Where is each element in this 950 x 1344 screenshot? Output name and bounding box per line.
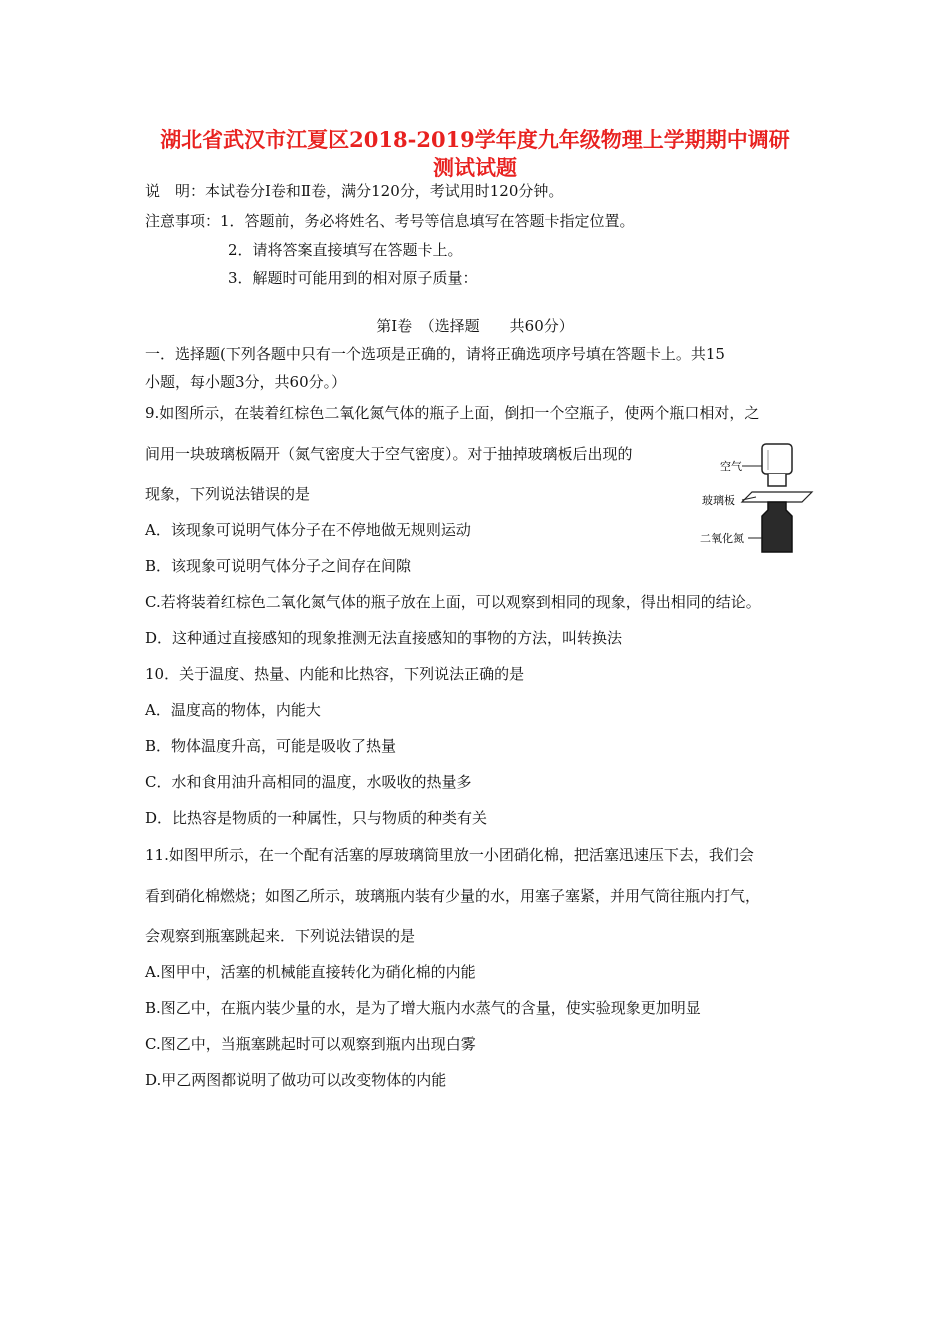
bottles-figure bbox=[700, 440, 830, 560]
figure-label-air: 空气 bbox=[720, 460, 742, 473]
q9-stem-2: 间用一块玻璃板隔开（氮气密度大于空气密度）。对于抽掉玻璃板后出现的 bbox=[145, 445, 633, 463]
figure-label-no2: 二氧化氮 bbox=[700, 532, 744, 545]
q11-stem-3: 会观察到瓶塞跳起来．下列说法错误的是 bbox=[145, 927, 416, 945]
q9-option-a: A．该现象可说明气体分子在不停地做无规则运动 bbox=[145, 521, 471, 539]
air-bottle-icon bbox=[762, 444, 792, 474]
glass-plate-icon bbox=[742, 492, 812, 502]
attention-item-2: 2．请将答案直接填写在答题卡上。 bbox=[228, 241, 463, 259]
attention-item-3: 3．解题时可能用到的相对原子质量： bbox=[228, 269, 478, 287]
figure-label-glass: 玻璃板 bbox=[702, 494, 735, 507]
section-header: 第Ⅰ卷 （选择题 共60分） bbox=[376, 317, 574, 335]
exam-note: 说 明：本试卷分Ⅰ卷和Ⅱ卷，满分120分，考试用时120分钟。 bbox=[145, 182, 564, 200]
exam-title-line2: 测试试题 bbox=[433, 155, 517, 180]
q11-option-d: D.甲乙两图都说明了做功可以改变物体的内能 bbox=[145, 1071, 447, 1089]
section-instructions-1: 一．选择题(下列各题中只有一个选项是正确的，请将正确选项序号填在答题卡上。共15 bbox=[145, 345, 725, 363]
q10-option-b: B．物体温度升高，可能是吸收了热量 bbox=[145, 737, 397, 755]
exam-title-line1: 湖北省武汉市江夏区2018-2019学年度九年级物理上学期期中调研 bbox=[160, 127, 790, 152]
q10-option-a: A．温度高的物体，内能大 bbox=[145, 701, 321, 719]
q10-option-d: D．比热容是物质的一种属性，只与物质的种类有关 bbox=[145, 809, 488, 827]
q11-option-c: C.图乙中，当瓶塞跳起时可以观察到瓶内出现白雾 bbox=[145, 1035, 476, 1053]
bottles-diagram bbox=[700, 440, 830, 560]
q10-option-c: C．水和食用油升高相同的温度，水吸收的热量多 bbox=[145, 773, 472, 791]
q9-stem-3: 现象，下列说法错误的是 bbox=[145, 485, 311, 503]
section-instructions-2: 小题，每小题3分，共60分。） bbox=[145, 373, 347, 391]
no2-bottle-icon bbox=[762, 502, 792, 552]
q10-stem: 10．关于温度、热量、内能和比热容，下列说法正确的是 bbox=[145, 665, 525, 683]
q9-option-d: D．这种通过直接感知的现象推测无法直接感知的事物的方法，叫转换法 bbox=[145, 629, 623, 647]
q11-option-a: A.图甲中，活塞的机械能直接转化为硝化棉的内能 bbox=[145, 963, 476, 981]
attention-item-1: 注意事项：1．答题前，务必将姓名、考号等信息填写在答题卡指定位置。 bbox=[145, 212, 635, 230]
q9-option-c: C.若将装着红棕色二氧化氮气体的瓶子放在上面，可以观察到相同的现象，得出相同的结论。 bbox=[145, 593, 761, 611]
q9-stem-1: 9.如图所示，在装着红棕色二氧化氮气体的瓶子上面，倒扣一个空瓶子，使两个瓶口相对，之 bbox=[145, 404, 760, 422]
q11-stem-2: 看到硝化棉燃烧；如图乙所示，玻璃瓶内装有少量的水，用塞子塞紧，并用气筒往瓶内打气， bbox=[145, 887, 761, 905]
q11-stem-1: 11.如图甲所示，在一个配有活塞的厚玻璃筒里放一小团硝化棉，把活塞迅速压下去，我们会 bbox=[145, 846, 754, 864]
q9-option-b: B．该现象可说明气体分子之间存在间隙 bbox=[145, 557, 412, 575]
q11-option-b: B.图乙中，在瓶内装少量的水，是为了增大瓶内水蒸气的含量，使实验现象更加明显 bbox=[145, 999, 701, 1017]
